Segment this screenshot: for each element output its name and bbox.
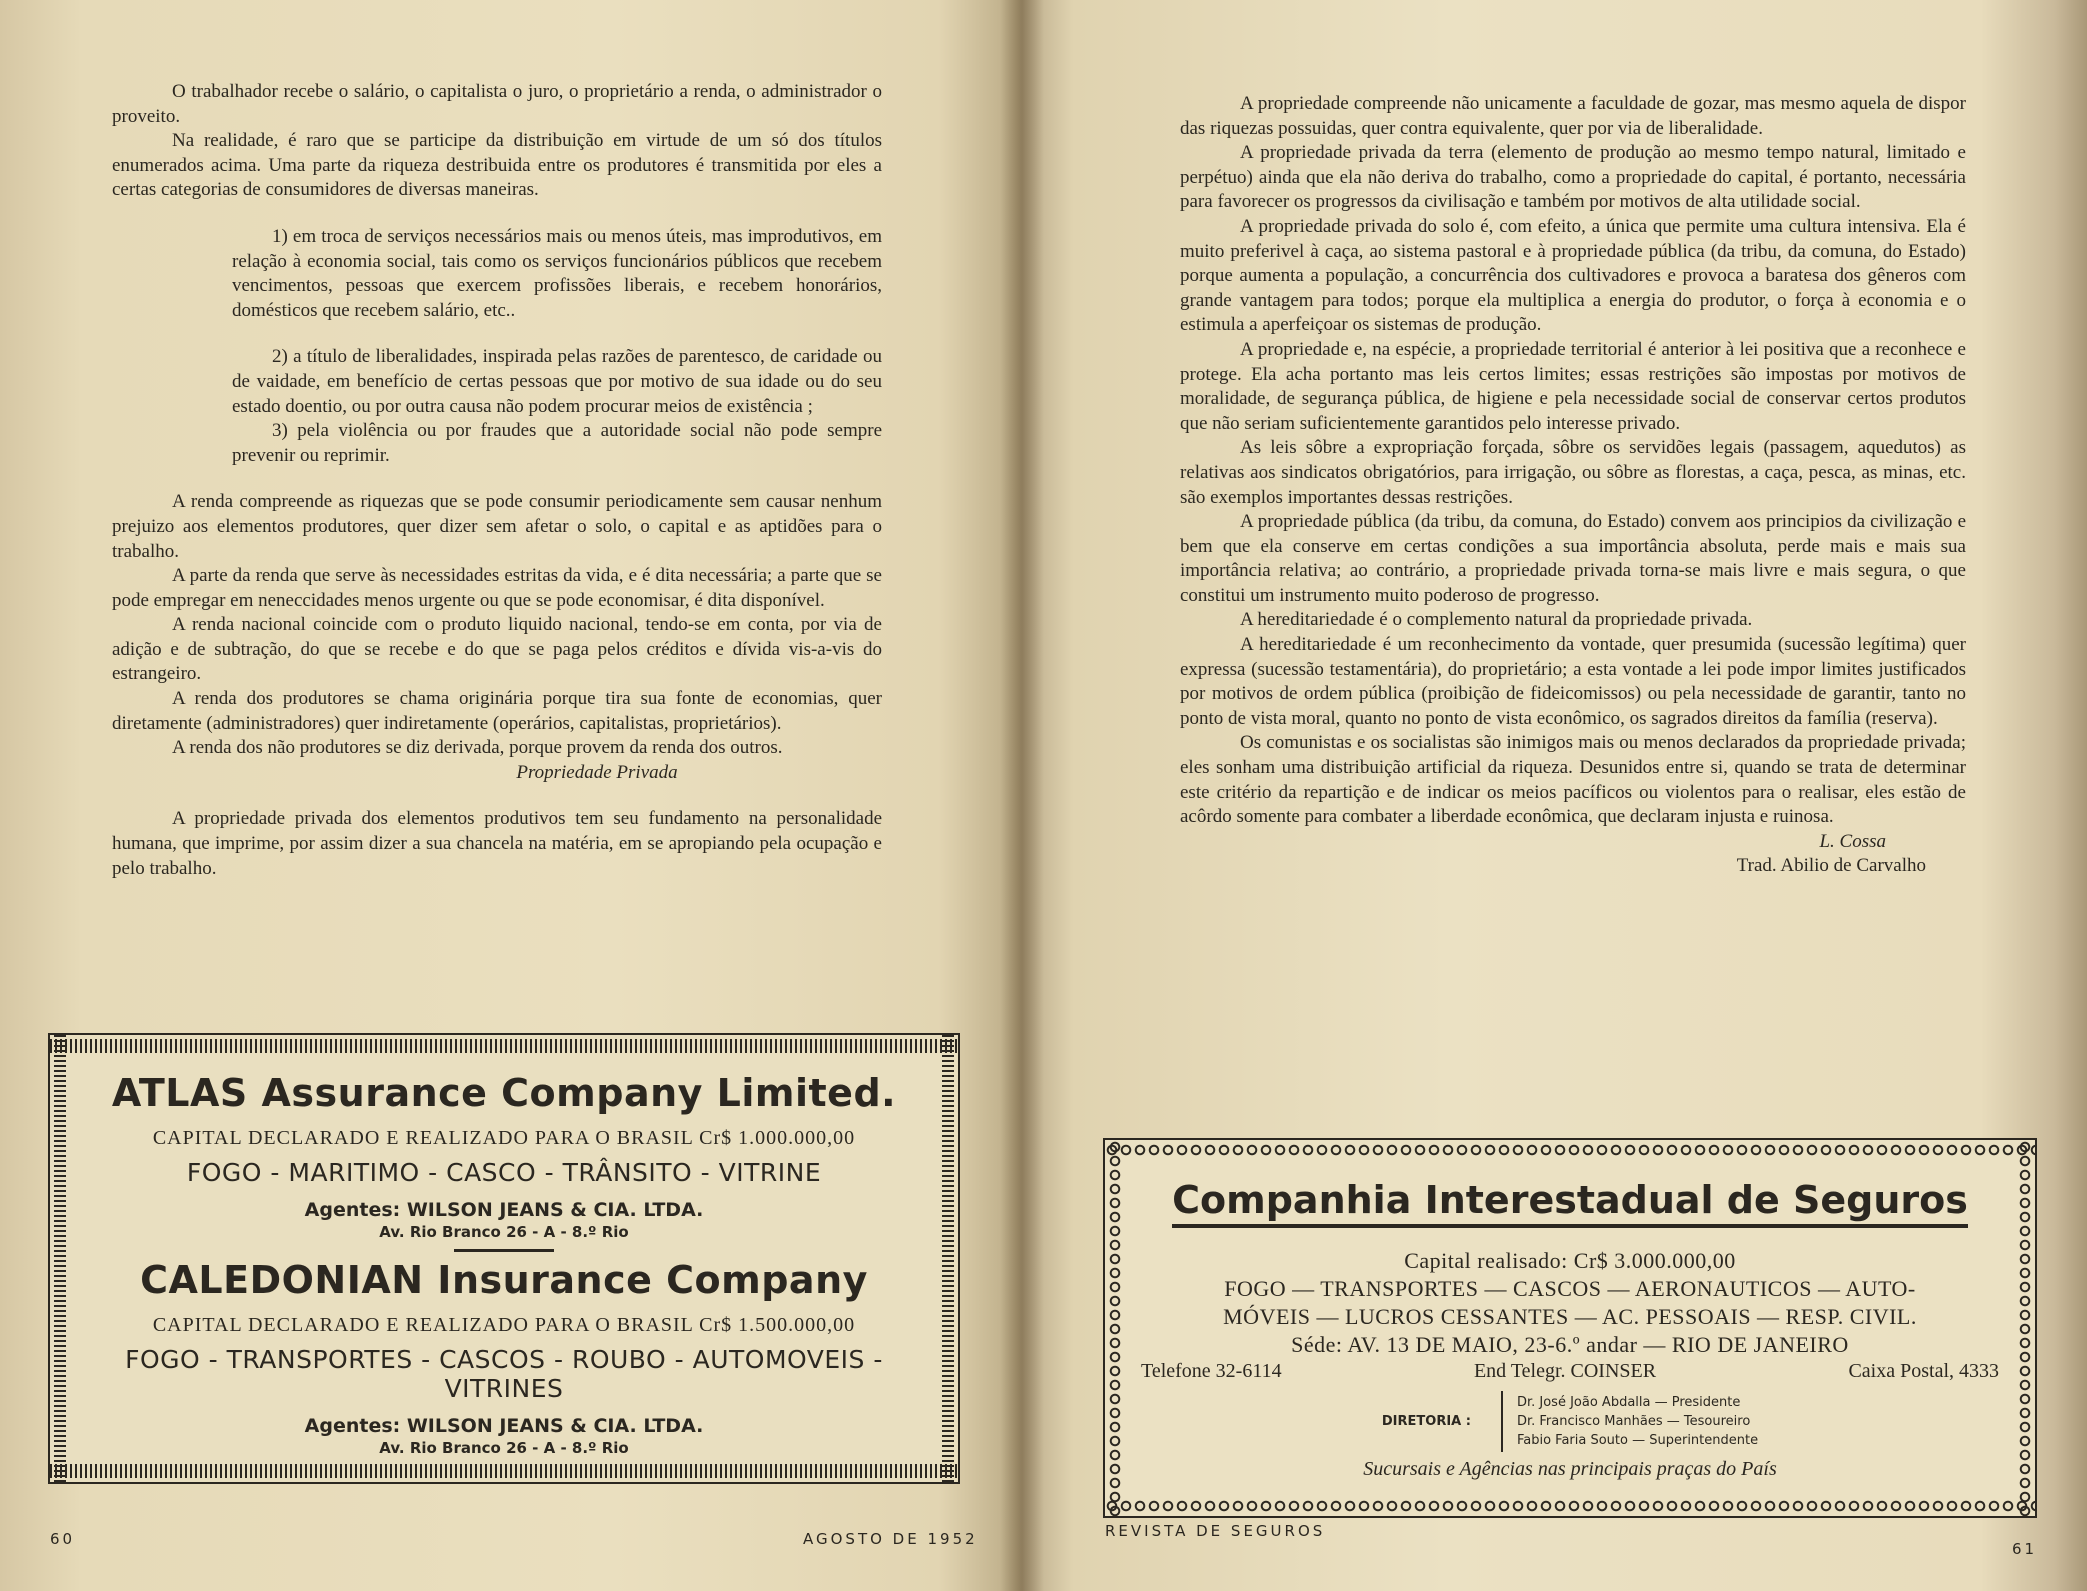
paragraph: A renda nacional coincide com o produto liquido nacional, tendo-se em conta, por via de adição e de subtração, do que se recebe e do que se paga pelos créditos e dívida vis-a-vis do estrangeiro. <box>112 614 882 685</box>
paragraph: A hereditariedade é um reconhecimento da vontade, quer presumida (sucessão legítima) quer expressa (sucessão testamentária), do proprietário; a esta vontade a lei pode impor limites justificados por motivos de ordem pública (proibição de fideicomissos) ou pela necessidade de garantir, tanto no ponto de vista moral, quanto no ponto de vista econômico, os sagrados direitos da família (reserva). <box>1180 634 1966 729</box>
paragraph: A propriedade pública (da tribu, da comuna, do Estado) convem aos principios da civilização e bem que ela conserve em certas condições a sua importância absoluta, perde mais e mais sua importância relativa; ao contrário, a propriedade privada torna-se mais livre e mais segura, o que constitui um instrumento muito poderoso de progresso. <box>1180 511 1966 606</box>
director-entry: Dr. Francisco Manhães — Tesoureiro <box>1516 1414 1751 1429</box>
list-item: 1) em troca de serviços necessários mais ou menos úteis, mas improdutivos, em relação à economia social, tais como os serviços funcionários públicos que recebem vencimentos, pessoas que exercem profissões liberais, e recebem honorários, domésticos que recebem salário, etc.. <box>232 225 882 321</box>
ad-border-pattern <box>2018 1140 2032 1516</box>
company-name: ATLAS Assurance Company Limited. <box>111 1071 897 1115</box>
director-entry: Fabio Faria Souto — Superintendente <box>1516 1433 1759 1448</box>
left-article-text <box>112 80 882 881</box>
page-number: 61 <box>2012 1540 2038 1558</box>
paragraph: A propriedade e, na espécie, a propriedade territorial é anterior à lei positiva que a reconhece e protege. Ela acha portanto mas leis certos limites; essas restrições são impostas por motivos de moralidade, de segurança pública, de higiene e pela necessidade social de conservar certos produtos que não seriam suficientemente garantidos pelo interesse privado. <box>1180 338 1966 434</box>
capital-line: CAPITAL DECLARADO E REALIZADO PARA O BRASIL Cr$ 1.500.000,00 <box>152 1314 856 1336</box>
directors-list <box>1501 1391 1758 1452</box>
paragraph: Os comunistas e os socialistas são inimigos mais ou menos declarados da propriedade privada; eles sonham uma distribuição artificial da riqueza. Desunidos entre si, quando se trata de determinar este critério da repartição e de indicar os meios pacíficos ou violentos para o realisar, eles estão de acôrdo somente para combater a liberdade econômica, que declaram injusta e ruinosa. <box>1180 732 1966 828</box>
capital-line: Capital realisado: Cr$ 3.000.000,00 <box>1404 1248 1736 1273</box>
insurance-lines: MÓVEIS — LUCROS CESSANTES — AC. PESSOAIS — RESP. CIVIL. <box>1223 1304 1917 1329</box>
ad-border-pattern <box>54 1035 66 1482</box>
paragraph: As leis sôbre a expropriação forçada, sôbre os servidões legais (passagem, aquedutos) as relativas aos sindicatos obrigatórios, para irrigação, ou sôbre as florestas, a caça, pesca, as minas, etc. são exemplos importantes dessas restrições. <box>1180 437 1966 508</box>
author-signature: L. Cossa <box>1819 830 1886 852</box>
ad-border-pattern <box>50 1039 958 1053</box>
address-line: Séde: AV. 13 DE MAIO, 23-6.º andar — RIO DE JANEIRO <box>1291 1332 1849 1357</box>
companhia-interestadual-advertisement <box>1103 1138 2037 1518</box>
insurance-lines: FOGO - MARITIMO - CASCO - TRÂNSITO - VITRINE <box>186 1158 822 1187</box>
list-item: 3) pela violência ou por fraudes que a autoridade social não pode sempre prevenir ou reprimir. <box>232 420 882 466</box>
page-number: 60 <box>50 1530 76 1548</box>
list-item: 2) a título de liberalidades, inspirada pelas razões de parentesco, de caridade ou de vaidade, em benefício de certas pessoas que por motivo de sua idade ou do seu estado doentio, ou por outra causa não podem procurar meios de existência ; <box>232 346 882 417</box>
capital-line: CAPITAL DECLARADO E REALIZADO PARA O BRASIL Cr$ 1.000.000,00 <box>152 1127 856 1149</box>
paragraph: A renda compreende as riquezas que se pode consumir periodicamente sem causar nenhum prejuizo aos elementos produtores, quer dizer sem afetar o solo, o capital e as aptidões para o trabalho. <box>112 491 882 562</box>
directoria-label: DIRETORIA : <box>1381 1414 1471 1429</box>
paragraph: A renda dos não produtores se diz derivada, porque provem da renda dos outros. <box>172 737 783 759</box>
branches-note: Sucursais e Agências nas principais praças do País <box>1363 1458 1777 1480</box>
section-heading: Propriedade Privada <box>516 761 678 783</box>
paragraph: A renda dos produtores se chama originária porque tira sua fonte de economias, quer diretamente (administradores) quer indiretamente (operários, capitalistas, proprietários). <box>112 688 882 734</box>
telegraph-address: End Telegr. COINSER <box>1473 1360 1657 1382</box>
paragraph: A propriedade compreende não unicamente a faculdade de gozar, mas mesmo aquela de dispor das riquezas possuidas, quer contra equivalente, quer por via de liberalidade. <box>1180 93 1966 139</box>
paragraph: Na realidade, é raro que se participe da distribuição em virtude de um só dos títulos enumerados acima. Uma parte da riqueza destribuida entre os produtores é transmitida por eles a certas categorias de consumidores de diversas maneiras. <box>112 130 882 201</box>
issue-date: AGOSTO DE 1952 <box>803 1530 978 1548</box>
postal-box: Caixa Postal, 4333 <box>1848 1360 1999 1382</box>
paragraph: O trabalhador recebe o salário, o capitalista o juro, o proprietário a renda, o administrador o proveito. <box>112 81 882 127</box>
ad-border-pattern <box>1108 1140 1122 1516</box>
atlas-caledonian-advertisement <box>48 1033 960 1484</box>
paragraph: A propriedade privada do solo é, com efeito, a única que permite uma cultura intensiva. Ela é muito preferivel à caça, ao sistema pastoral e à propriedade pública (da tribu, da comuna, do Estado) porque aumenta a população, a concurrência dos cultivadores e provoca a baratesa dos gêneros com grande vantagem para todos; porque ela multiplica a energia do produtor, o força à economia e o estimula a aperfeiçoar os sistemas de produção. <box>1180 215 1966 336</box>
ad-border-pattern <box>50 1464 958 1478</box>
agents-line: Agentes: WILSON JEANS & CIA. LTDA. <box>304 1199 704 1221</box>
ad-border-pattern <box>1105 1499 2035 1513</box>
paragraph: A propriedade privada da terra (elemento de produção ao mesmo tempo natural, limitado e perpétuo) ainda que ela não deriva do trabalho, como a propriedade do capital, é portanto, necessária para favorecer os progressos da civilisação e também por motivos de alta utilidade social. <box>1180 142 1966 213</box>
company-name: Companhia Interestadual de Seguros <box>1172 1178 1968 1228</box>
paragraph: A propriedade privada dos elementos produtivos tem seu fundamento na personalidade humana, que imprime, por assim dizer a sua chancela na matéria, em se apropiando pela ocupação e pelo trabalho. <box>112 808 882 879</box>
address-line: Av. Rio Branco 26 - A - 8.º Rio <box>379 1223 629 1241</box>
ad-border-pattern <box>1105 1143 2035 1157</box>
board-of-directors <box>1141 1391 1999 1452</box>
insurance-lines: FOGO — TRANSPORTES — CASCOS — AERONAUTICOS — AUTO- <box>1224 1276 1916 1301</box>
paragraph: A parte da renda que serve às necessidades estritas da vida, e é dita necessária; a parte que se pode empregar em neneccidades menos urgente ou que se pode economisar, é dita disponível. <box>112 565 882 611</box>
insurance-lines: FOGO - TRANSPORTES - CASCOS - ROUBO - AUTOMOVEIS - VITRINES <box>125 1345 883 1403</box>
translator-credit: Trad. Abilio de Carvalho <box>1736 855 1926 877</box>
journal-title: REVISTA DE SEGUROS <box>1105 1522 1326 1540</box>
divider <box>454 1249 554 1252</box>
book-gutter <box>1000 0 1044 1591</box>
agents-line: Agentes: WILSON JEANS & CIA. LTDA. <box>304 1415 704 1437</box>
address-line: Av. Rio Branco 26 - A - 8.º Rio <box>379 1439 629 1457</box>
contact-row <box>1141 1360 1999 1383</box>
right-article-text <box>1180 92 1966 879</box>
ad-border-pattern <box>942 1035 954 1482</box>
telephone: Telefone 32-6114 <box>1141 1360 1282 1382</box>
paragraph: A hereditariedade é o complemento natural da propriedade privada. <box>1240 609 1753 631</box>
company-name: CALEDONIAN Insurance Company <box>140 1258 868 1302</box>
director-entry: Dr. José João Abdalla — Presidente <box>1516 1395 1741 1410</box>
